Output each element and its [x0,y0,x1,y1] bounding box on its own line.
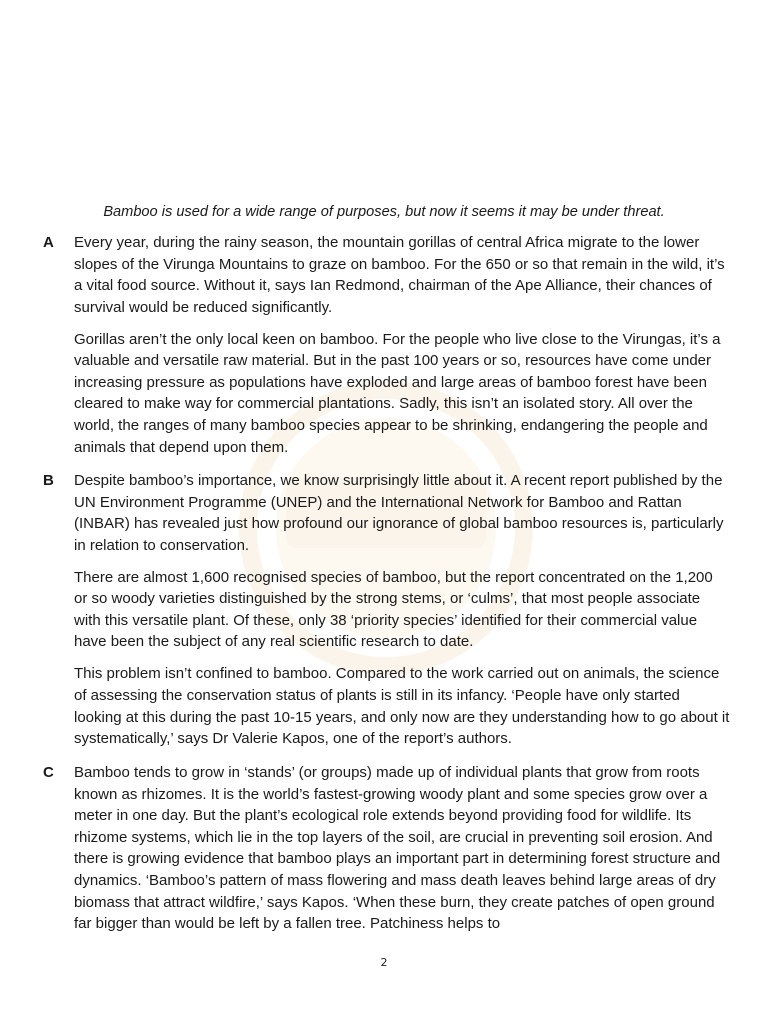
section-letter-c: C [43,764,54,781]
section-a [40,232,730,469]
section-c-paragraph-1: Bamboo tends to grow in ‘stands’ (or groups) made up of individual plants that grow from roots known as rhizomes. It is the world’s fastest-growing woody plant and some species grow over a meter in one day. But the plant’s ecological role extends beyond providing food for wildlife. Its rhizome systems, which lie in the top layers of the soil, are crucial in preventing soil erosion. And there is growing evidence that bamboo plays an important part in determining forest structure and dynamics. ‘Bamboo’s pattern of mass flowering and mass death leaves behind large areas of dry biomass that attract wildfire,’ says Kapos. ‘When these burn, they create patches of open ground far bigger than would be left by a fallen tree. Patchiness helps to [74,764,721,933]
section-a-paragraph-1: Every year, during the rainy season, the mountain gorillas of central Africa migrate to the lower slopes of the Virunga Mountains to graze on bamboo. For the 650 or so that remain in the wild, it’s a vital food source. Without it, says Ian Redmond, chairman of the Ape Alliance, their chances of survival would be reduced significantly. [74,234,725,316]
intro-subtitle: Bamboo is used for a wide range of purposes, but now it seems it may be under threat. [103,204,665,220]
page-number: 2 [380,956,388,969]
section-letter-b: B [43,472,54,489]
section-a-paragraph-2: Gorillas aren’t the only local keen on bamboo. For the people who live close to the Virungas, it’s a valuable and versatile raw material. But in the past 100 years or so, resources have come under increasing pressure as populations have exploded and large areas of bamboo forest have been cleared to make way for commercial plantations. Sadly, this isn’t an isolated story. All over the world, the ranges of many bamboo species appear to be shrinking, endangering the people and animals that depend upon them. [74,330,721,456]
section-c [40,762,730,945]
section-b-paragraph-1: Despite bamboo’s importance, we know surprisingly little about it. A recent report published by the UN Environment Programme (UNEP) and the International Network for Bamboo and Rattan (INBAR) has revealed just how profound our ignorance of global bamboo resources is, particularly in relation to conservation. [74,472,724,554]
section-letter-a: A [43,234,54,251]
section-b-paragraph-2: There are almost 1,600 recognised species of bamboo, but the report concentrated on the 1,200 or so woody varieties distinguished by the strong stems, or ‘culms’, that most people associate with this versatile plant. Of these, only 38 ‘priority species’ identified for their commercial value have been the subject of any real scientific research to date. [74,568,713,651]
section-b [40,470,730,760]
section-b-paragraph-3: This problem isn’t confined to bamboo. Compared to the work carried out on animals, the science of assessing the conservation status of plants is still in its infancy. ‘People have only started looking at this during the past 10-15 years, and only now are they understanding how to go about it systematically,’ says Dr Valerie Kapos, one of the report’s authors. [74,665,730,748]
